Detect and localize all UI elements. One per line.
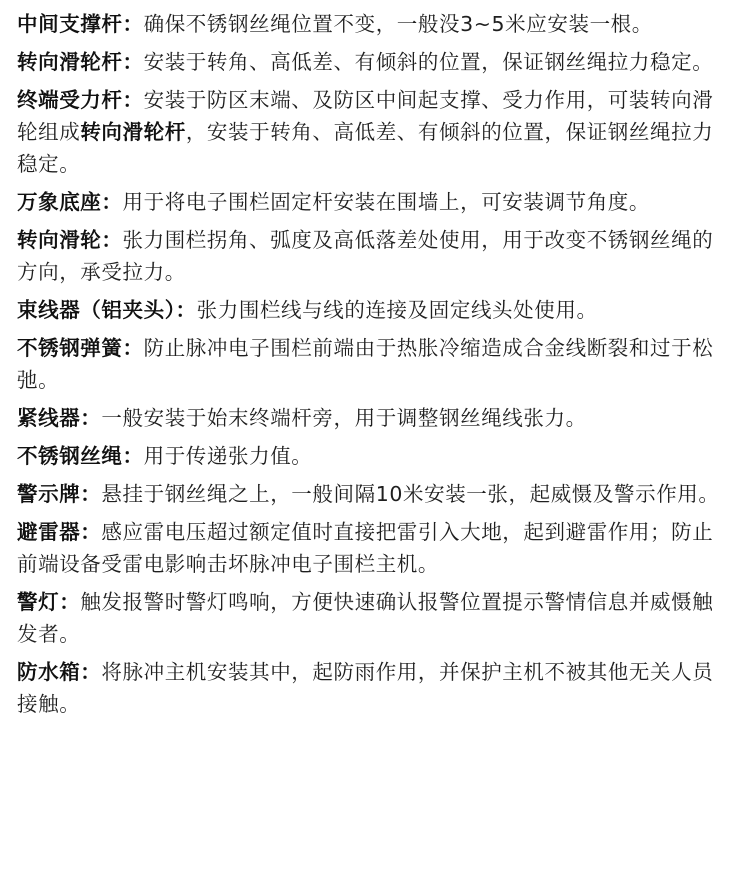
entry-description: 悬挂于钢丝绳之上，一般间隔10米安装一张，起威慑及警示作用。 <box>101 482 720 506</box>
entry-term: 转向滑轮： <box>17 228 123 252</box>
entry-term: 避雷器： <box>17 520 102 544</box>
entry-term: 警示牌： <box>17 482 102 506</box>
entry-warning-light <box>17 586 733 650</box>
entry-middle-support-pole <box>17 8 733 40</box>
entry-term: 转向滑轮杆： <box>17 50 144 74</box>
entry-term: 终端受力杆： <box>17 88 144 112</box>
entry-term: 防水箱： <box>17 660 102 684</box>
entry-description: 安装于防区末端、及防区中间起支撑、受力作用，可装转向滑轮组成 <box>17 88 714 144</box>
entry-term: 万象底座： <box>17 190 123 214</box>
entry-turning-pulley-pole <box>17 46 733 78</box>
entry-wire-clamp <box>17 294 733 326</box>
entry-description: 将脉冲主机安装其中，起防雨作用，并保护主机不被其他无关人员接触。 <box>17 660 714 716</box>
entry-term: 警灯： <box>17 590 81 614</box>
entry-description: 用于将电子围栏固定杆安装在围墙上，可安装调节角度。 <box>122 190 650 214</box>
entry-term: 束线器（铝夹头）： <box>17 298 197 322</box>
entry-description: 安装于转角、高低差、有倾斜的位置，保证钢丝绳拉力稳定。 <box>143 50 714 74</box>
entry-description: 用于传递张力值。 <box>143 444 313 468</box>
entry-description: 触发报警时警灯鸣响，方便快速确认报警位置提示警情信息并威慑触发者。 <box>17 590 714 646</box>
entry-stainless-wire-rope <box>17 440 733 472</box>
entry-term: 不锈钢弹簧： <box>17 336 144 360</box>
entry-description: 确保不锈钢丝绳位置不变，一般没3~5米应安装一根。 <box>143 12 653 36</box>
entry-term: 紧线器： <box>17 406 102 430</box>
entry-stainless-spring <box>17 332 733 396</box>
entry-tensioner <box>17 402 733 434</box>
entry-description: 感应雷电压超过额定值时直接把雷引入大地，起到避雷作用；防止前端设备受雷电影响击坏脉冲电子围栏主机。 <box>17 520 714 576</box>
entry-description: 一般安装于始末终端杆旁，用于调整钢丝绳线张力。 <box>101 406 587 430</box>
entry-turning-pulley <box>17 224 733 288</box>
entry-terminal-stress-pole <box>17 84 733 180</box>
entry-universal-base <box>17 186 733 218</box>
entry-term: 中间支撑杆： <box>17 12 144 36</box>
entry-lightning-arrester <box>17 516 733 580</box>
entry-warning-sign <box>17 478 733 510</box>
entry-description: 张力围栏拐角、弧度及高低落差处使用，用于改变不锈钢丝绳的方向，承受拉力。 <box>17 228 714 284</box>
entry-description: 防止脉冲电子围栏前端由于热胀冷缩造成合金线断裂和过于松弛。 <box>17 336 714 392</box>
entry-term: 不锈钢丝绳： <box>17 444 144 468</box>
entry-description: 张力围栏线与线的连接及固定线头处使用。 <box>196 298 598 322</box>
entry-description-continued: ，安装于转角、高低差、有倾斜的位置，保证钢丝绳拉力稳定。 <box>17 120 714 176</box>
entry-inline-term: 转向滑轮杆 <box>80 120 186 144</box>
entry-waterproof-box <box>17 656 733 720</box>
